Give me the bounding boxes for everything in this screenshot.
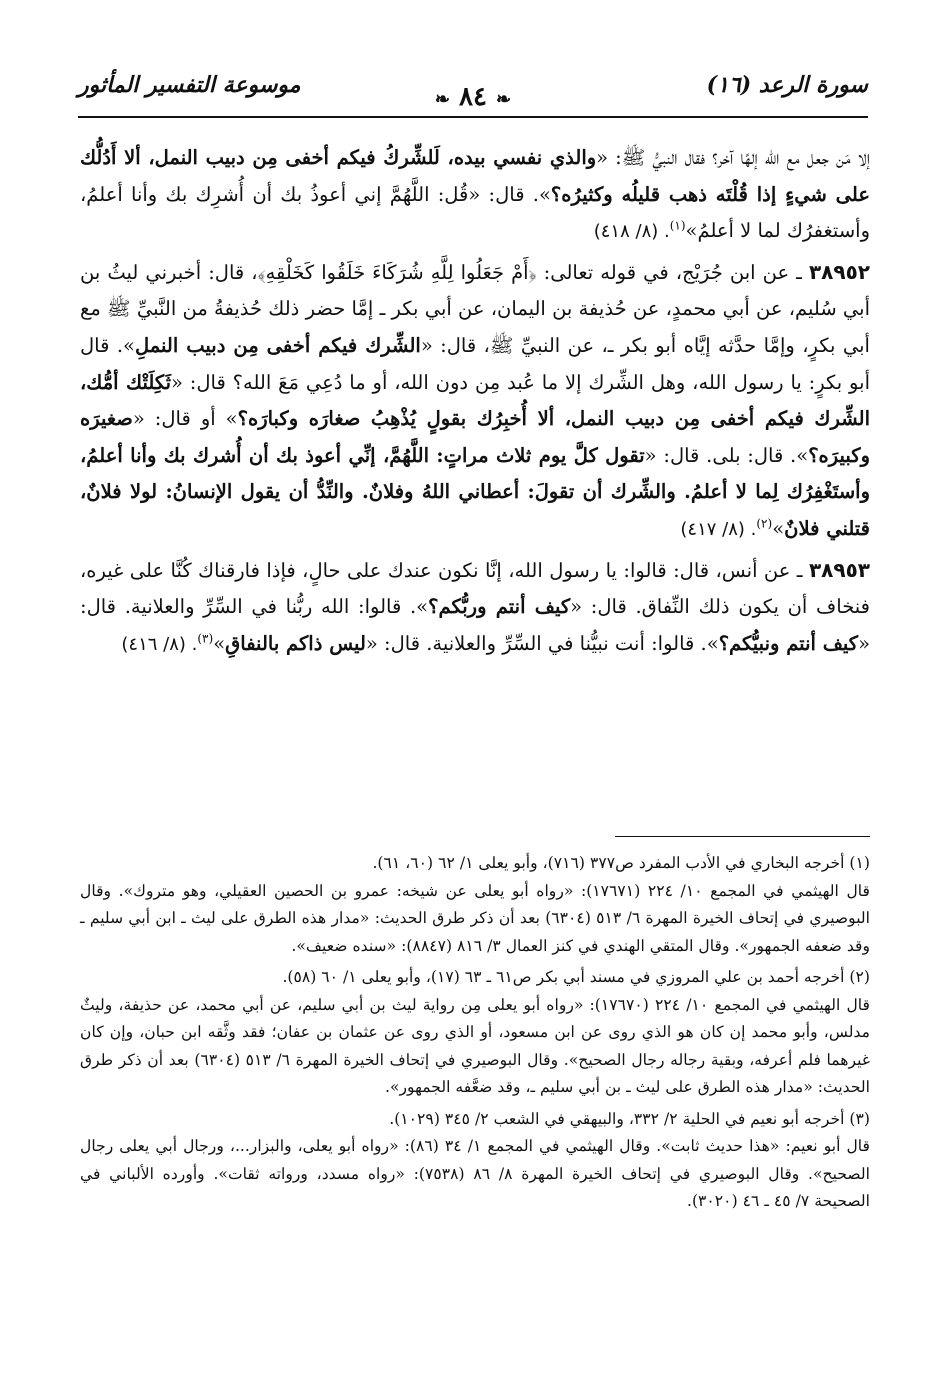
text-run: » أو قال: «	[132, 407, 238, 431]
footnote-2: (٢) أخرجه أحمد بن علي المروزي في مسند أبي بكر ص٦١ ـ ٦٣ (١٧)، وأبو يعلى ١/ ٦٠ (٥٨).	[282, 968, 870, 986]
paragraph-3	[80, 552, 870, 664]
footnote-1-commentary: قال الهيثمي في المجمع ١٠/ ٢٢٤ (١٧٦٧١): «رواه أبو يعلى عن شيخه: عمرو بن الحصين العقيلي، وهو متروك». وقال البوصيري في إتحاف الخيرة المهرة ٦/ ٥١٣ (٦٣٠٤) بعد أن ذكر طرق الحديث: «مدار هذه الطرق على ليث ـ ابن أبي سليم ـ وقد ضعفه الجمهور». وقال المتقي الهندي في كنز العمال ٣/ ٨١٦ (٨٨٤٧): «سنده ضعيف».	[80, 881, 870, 955]
paragraph-1	[80, 140, 870, 251]
text-run: ». قالوا: أنت نبيُّنا في السِّرِّ والعلانية. قال: «	[365, 631, 719, 655]
text-run: إلا مَن جعل مع الله إلهًا آخر؟ فقال النبيُّ ﷺ: «	[596, 146, 871, 169]
header-rule	[78, 116, 868, 118]
page-number-block	[435, 82, 511, 112]
footnotes	[80, 850, 870, 1216]
volume-page-reference: . (٨/ ٤١٦)	[121, 633, 198, 655]
hadith-number: ٣٨٩٥٢	[808, 259, 870, 284]
footnote-3-commentary: قال أبو نعيم: «هذا حديث ثابت». وقال الهيثمي في المجمع ١/ ٣٤ (٨٦): «رواه أبو يعلى، والبزار...، ورجال أبي يعلى رجال الصحيح». وقال البوصيري في إتحاف الخيرة المهرة ٨/ ٨٦ (٧٥٣٨): «رواه مسدد، ورواته ثقات». وأورده الألباني في الصحيحة ٧/ ٤٥ ـ ٤٦ (٣٠٢٠).	[80, 1137, 871, 1210]
text-run: ». قالوا: الله ربُّنا في السِّرِّ والعلانية. قال: «	[80, 595, 870, 655]
text-run: ». قال: بلى. قال: «	[644, 443, 809, 467]
text-run: ». قال: «	[468, 182, 551, 206]
main-text	[80, 140, 870, 663]
volume-page-reference: . (٨/ ٤١٧)	[680, 518, 757, 540]
surah-title: سورة الرعد (١٦)	[706, 72, 868, 98]
text-run: »	[685, 219, 698, 243]
hadith-quote: كيف أنتم ونبيُّكم؟	[718, 631, 859, 655]
hadith-quote: كيف أنتم وربُّكم؟	[428, 595, 571, 619]
text-run: »	[213, 631, 226, 655]
ornament-icon: ❧	[496, 89, 512, 110]
book-title: موسوعة التفسير المأثور	[78, 72, 301, 98]
page-number: ٨٤	[459, 82, 487, 112]
hadith-quote: ليس ذاكم بالنفاقِ	[225, 631, 366, 655]
page-header	[78, 64, 868, 120]
footnote-3: (٣) أخرجه أبو نعيم في الحلية ٢/ ٣٣٢، والبيهقي في الشعب ٢/ ٣٤٥ (١٠٢٩).	[389, 1109, 870, 1128]
hadith-quote: تقول كلَّ يوم ثلاث مراتٍ: اللَّهُمَّ، إنِّي أعوذ بك أن أُشرك بك وأنا أعلمُ، وأستَغْفِرُك لِما لا أعلمُ. والشِّرك أن تقولَ: أعطاني اللهُ وفلانٌ. والنِّدُّ أن يقول الإنسانُ: لولا فلانٌ، قتلني فلانٌ	[80, 443, 870, 540]
text-run: ». قال أبو بكرٍ: يا رسول الله، وهل الشِّرك إلا ما عُبد مِن دون الله، أو ما دُعِي مَعَ الله؟ قال: «	[80, 333, 870, 394]
hadith-quote: والذي نفسي بيده، لَلشِّركُ فيكم أخفى مِن دبيب النمل، ألا أَدُلُّك على شيءٍ إذا قُلْتَه ذهب قليلُه وكثيرُه؟	[80, 146, 870, 206]
footnote-1: (١) أخرجه البخاري في الأدب المفرد ص٣٧٧ (٧١٦)، وأبو يعلى ١/ ٦٢ (٦٠، ٦١).	[372, 854, 870, 872]
footnote-marker: (٣)	[197, 631, 214, 646]
ornament-icon: ❧	[434, 89, 450, 110]
footnote-divider	[615, 836, 870, 837]
footnote-2-commentary: قال الهيثمي في المجمع ١٠/ ٢٢٤ (١٧٦٧٠): «رواه أبو يعلى مِن رواية ليث بن أبي سليم، عن أبي محمد، عن حذيفة، وليثٌ مدلس، وأبو محمد إن كان هو الذي روى عن ابن مسعود، أو الذي روى عن عثمان بن عفان؛ فقد وثَّقه ابن حبان، وإن كان غيرهما فلم أعرفه، وبقية رجاله رجال الصحيح». وقال البوصيري في إتحاف الخيرة المهرة ٦/ ٥١٣ (٦٣٠٤) بعد أن ذكر طرق الحديث: «مدار هذه الطرق على ليث ـ بن أبي سليم ـ، وقد ضعَّفه الجمهور».	[80, 995, 870, 1096]
footnote-marker: (١)	[669, 218, 686, 233]
text-run: ـ عن ابن جُرَيْج، في قوله تعالى: ﴿أَمْ جَعَلُوا لِلَّهِ شُرَكَاءَ خَلَقُوا كَخَلْقِهِ﴾، قال: أخبرني ليثُ بن أبي سُليم، عن أبي محمدٍ، عن حُذيفة بن اليمان، عن أبي بكر ـ إمَّا حضر ذلك حُذيفةُ من النَّبيِّ ﷺ مع أبي بكرٍ، وإمَّا حدَّثه إيَّاه أبو بكر ـ، عن النبيِّ ﷺ، قال: «	[80, 260, 870, 357]
volume-page-reference: . (٨/ ٤١٨)	[593, 221, 670, 243]
hadith-number: ٣٨٩٥٣	[808, 557, 870, 582]
footnote-marker: (٢)	[756, 516, 773, 531]
paragraph-2	[80, 254, 870, 549]
hadith-quote: ثَكِلَتْك أمُّك، الشِّرك فيكم أخفى مِن دبيب النمل، ألا أُخبِرُك بقولٍ يُذْهِبُ صغارَه وكبارَه؟	[80, 370, 871, 431]
text-run: »	[772, 516, 785, 540]
text-run: قُل: اللَّهُمَّ إني أعوذُ بك أن أُشرِك بك وأنا أعلمُ، وأستغفرُك لما لا أعلمُ	[80, 182, 870, 243]
hadith-quote: صغيرَه وكبيرَه؟	[80, 407, 870, 467]
hadith-quote: الشِّرك فيكم أخفى مِن دبيب النملِ	[134, 333, 421, 357]
text-run: ـ عن أنس، قال: قالوا: يا رسول الله، إنَّا نكون عندك على حالٍ، فإذا فارقناك كُنَّا على غيره، فنخاف أن يكون ذلك النِّفاق. قال: «	[80, 558, 870, 619]
